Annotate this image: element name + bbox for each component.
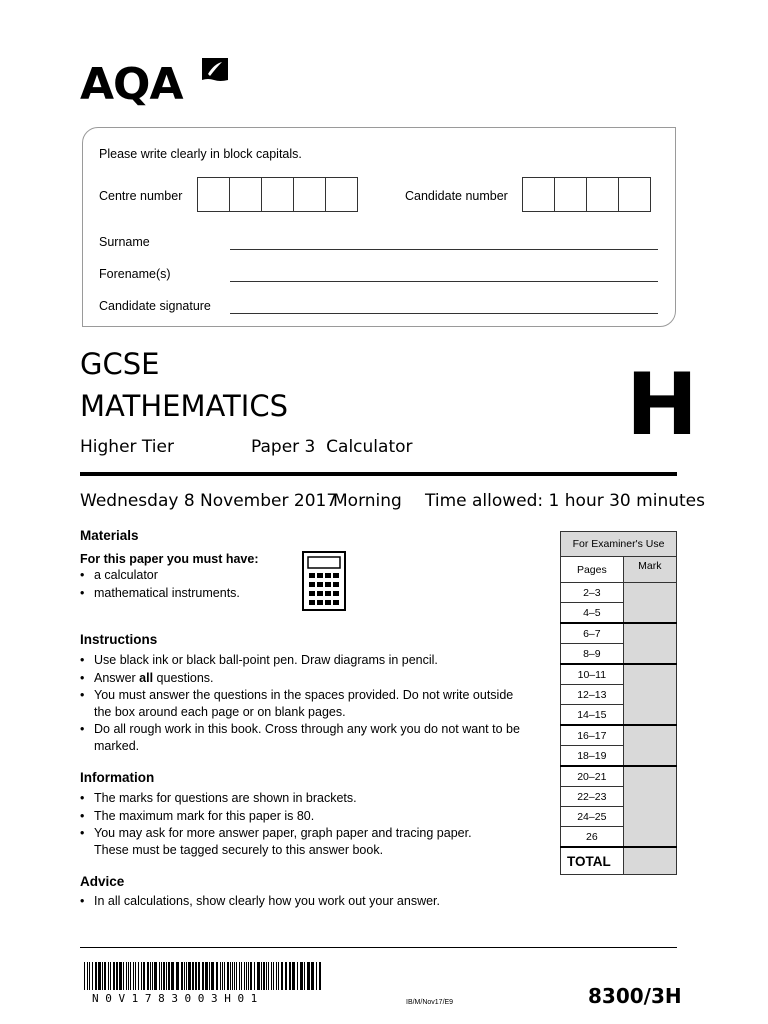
pages-column-header: Pages [561,557,624,583]
advice-list [80,893,500,910]
surname-label: Surname [99,235,150,249]
materials-list [80,567,280,602]
forename-label: Forename(s) [99,267,171,281]
candidate-number-label: Candidate number [405,189,508,203]
candidate-number-cell[interactable] [618,177,651,212]
list-item: • a calculator [80,567,280,584]
materials-heading: Materials [80,528,139,543]
subject-title: MATHEMATICS [80,389,288,423]
signature-field[interactable] [230,313,658,314]
qualification-title: GCSE [80,347,160,381]
tier-letter: H [626,355,698,455]
exam-session: Morning [333,491,402,511]
barcode-icon [84,962,324,994]
forename-field[interactable] [230,281,658,282]
paper-code: 8300/3H [588,984,682,1008]
candidate-number-cell[interactable] [554,177,587,212]
mark-cell[interactable] [623,725,676,766]
centre-number-cell[interactable] [197,177,230,212]
list-item: • Use black ink or black ball-point pen. Draw diagrams in pencil. [80,652,530,669]
centre-number-cell[interactable] [293,177,326,212]
total-mark-cell[interactable] [623,847,676,875]
centre-number-cell[interactable] [325,177,358,212]
centre-number-label: Centre number [99,189,183,203]
centre-number-field[interactable] [197,177,358,212]
block-capitals-instruction: Please write clearly in block capitals. [99,147,302,161]
table-row-pages: 26 [561,827,624,848]
table-row-pages: 8–9 [561,644,624,665]
aqa-logo: AQA [80,59,183,110]
paper-reference: IB/M/Nov17/E9 [406,999,454,1006]
list-item: • You may ask for more answer paper, graph paper and tracing paper. These must be tagged securely to this answer book. [80,825,500,858]
list-item: • Answer all questions. [80,670,530,687]
examiner-use-title: For Examiner's Use [561,532,677,557]
table-row-pages: 4–5 [561,603,624,624]
list-item: • The marks for questions are shown in brackets. [80,790,500,807]
aqa-leaf-icon [200,56,230,86]
list-item: • In all calculations, show clearly how you work out your answer. [80,893,500,910]
information-list [80,790,500,858]
mark-column-header: Mark [623,557,676,583]
list-item: • mathematical instruments. [80,585,280,602]
exam-date: Wednesday 8 November 2017 [80,491,338,511]
candidate-number-field[interactable] [522,177,651,212]
table-row-pages: 16–17 [561,725,624,746]
barcode-number: N0V1783003H01 [92,992,264,1005]
table-row-pages: 24–25 [561,807,624,827]
table-row-pages: 6–7 [561,623,624,644]
tier-text: Higher Tier [80,437,174,457]
mark-cell[interactable] [623,623,676,664]
centre-number-cell[interactable] [229,177,262,212]
list-item: • You must answer the questions in the spaces provided. Do not write outside the box around each page or on blank pages. [80,687,530,720]
advice-heading: Advice [80,874,125,889]
centre-number-cell[interactable] [261,177,294,212]
table-row-pages: 2–3 [561,583,624,603]
title-divider [80,472,677,476]
mark-cell[interactable] [623,664,676,725]
list-item: • The maximum mark for this paper is 80. [80,808,500,825]
paper-text: Paper 3 Calculator [251,437,413,457]
mark-cell[interactable] [623,766,676,847]
list-item: • Do all rough work in this book. Cross through any work you do not want to be marked. [80,721,530,754]
candidate-number-cell[interactable] [586,177,619,212]
instructions-heading: Instructions [80,632,158,647]
table-row-pages: 10–11 [561,664,624,685]
table-row-pages: 18–19 [561,746,624,767]
surname-field[interactable] [230,249,658,250]
table-row-pages: 20–21 [561,766,624,787]
instructions-list [80,652,530,754]
time-allowed: Time allowed: 1 hour 30 minutes [425,491,705,511]
candidate-number-cell[interactable] [522,177,555,212]
total-label: TOTAL [561,847,624,875]
information-heading: Information [80,770,155,785]
signature-label: Candidate signature [99,299,211,313]
table-row-pages: 14–15 [561,705,624,726]
materials-subheading: For this paper you must have: [80,552,259,566]
calculator-icon [302,551,346,611]
mark-cell[interactable] [623,583,676,624]
table-row-pages: 22–23 [561,787,624,807]
examiner-use-table [560,531,677,875]
table-row-pages: 12–13 [561,685,624,705]
footer-divider [80,947,677,948]
